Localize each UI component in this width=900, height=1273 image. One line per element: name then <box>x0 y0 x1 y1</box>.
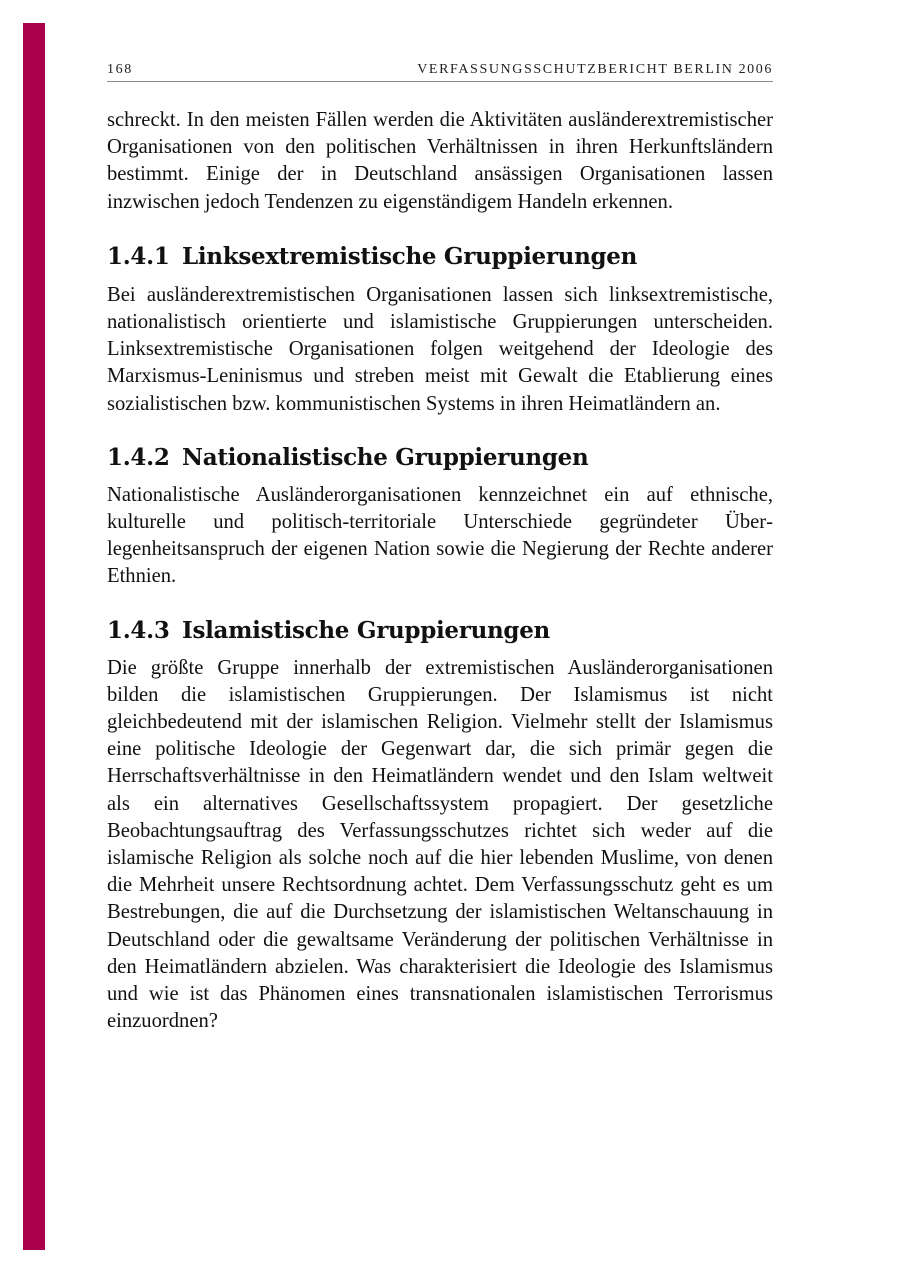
section-number: 1.4.3 <box>107 616 170 644</box>
page-side-accent-bar <box>23 23 45 1250</box>
section-number: 1.4.2 <box>107 443 170 471</box>
section-title: Islamistische Gruppierungen <box>182 616 550 644</box>
section-paragraph-1-4-3: Die größte Gruppe innerhalb der extremistischen Ausländerorganisationen bilden die islamistischen Gruppierungen. Der Islamismus ist nicht gleichbedeutend mit der islamischen Religion. Vielmehr stellt der Islamismus eine politische Ideologie der Gegenwart dar, die sich primär gegen die Herrschaftsverhältnisse in den Heimatländern wendet und den Islam weltweit als ein alternatives Gesellschaftssystem propagiert. Der gesetzliche Beobachtungsauftrag des Verfassungsschutzes richtet sich weder auf die islamische Religion als solche noch auf die hier lebenden Muslime, von denen die Mehrheit unsere Rechtsordnung achtet. Dem Verfassungsschutz geht es um Bestrebungen, die auf die Durchsetzung der islamistischen Weltanschauung in Deutschland oder die gewaltsame Veränderung der politischen Verhältnisse in den Heimatländern abzielen. Was charakterisiert die Ideologie des Islamismus und wie ist das Phänomen eines transnationalen islamistischen Terrorismus einzuordnen? <box>107 656 773 1033</box>
page-number: 168 <box>107 62 133 77</box>
section-number: 1.4.1 <box>107 242 170 270</box>
section-heading-1-4-1 <box>107 242 773 272</box>
section-title: Nationalistische Gruppierungen <box>182 443 589 471</box>
section-paragraph-1-4-1: Bei ausländerextremistischen Organisationen lassen sich linksextremistische, nationalistisch orientierte und islamistische Gruppierungen unterscheiden. Linksextremistische Organisationen folgen weitgehend der Ideologie des Marxismus-Leninismus und streben meist mit Gewalt die Etablierung eines sozialistischen bzw. kommunistischen Systems in ihren Heimatländern an. <box>107 283 773 415</box>
section-title: Linksextremistische Gruppierungen <box>182 242 638 270</box>
page-body <box>107 107 773 1035</box>
intro-paragraph: schreckt. In den meisten Fällen werden die Aktivitäten ausländerextremistischer Organisationen von den politischen Verhältnissen in ihren Herkunftsländern bestimmt. Einige der in Deutschland ansässigen Organisationen lassen inzwischen jedoch Tendenzen zu eigenständigem Handeln erkennen. <box>107 109 773 213</box>
section-heading-1-4-3 <box>107 616 773 646</box>
running-header <box>107 60 773 82</box>
section-heading-1-4-2 <box>107 443 773 473</box>
section-paragraph-1-4-2: Nationalistische Ausländerorganisationen kennzeichnet ein auf ethnische, kulturelle und politisch-territoriale Unterschiede gegründeter Überlegenheitsanspruch der eigenen Nation sowie die Negierung der Rechte anderer Ethnien. <box>107 483 773 588</box>
running-title: VERFASSUNGSSCHUTZBERICHT BERLIN 2006 <box>417 62 773 77</box>
